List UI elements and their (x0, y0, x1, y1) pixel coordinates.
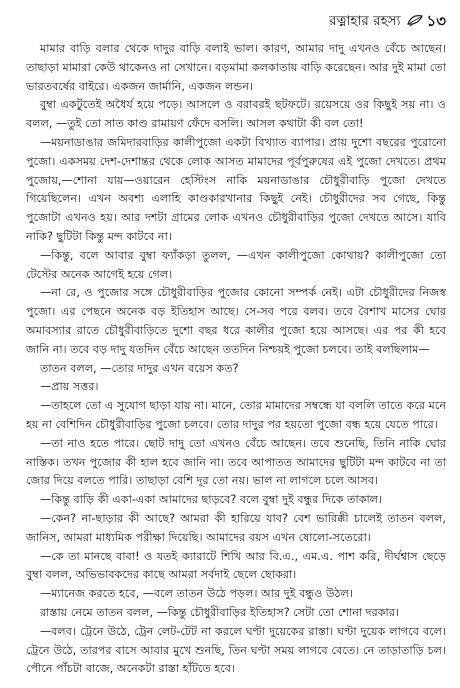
book-title: রত্নাহার রহস্য (329, 13, 401, 29)
paragraph-8: —তাহলে তো এ সুযোগ ছাড়া যায় না। মানে, তোর মামাদের সম্বন্ধে যা বললি তাতে করে মনে হয় না বেশিদিন চৌধুরীবাড়ির পুজো চলবে। তোর দাদুর পর হয়তো পুজো বন্ধ হয়ে যেতে পারে। (26, 399, 446, 431)
paragraph-7: —প্রায় সত্তর। (40, 380, 99, 394)
paragraph-4: —কিন্তু, বলে আবার বুম্বা ফ্যাঁকড়া তুলল, —এখন কালীপুজো কোথায়? কালীপুজো তো টেস্টের অনেক আগেই হয়ে গেল। (26, 248, 446, 281)
paragraph-13: —ম্যানেজ করতে হবে, —বলে তাতন উঠে পড়ল। আর দুই বন্ধুও উঠল। (40, 587, 353, 601)
paragraph-1: মামার বাড়ি বলার থেকে দাদুর বাড়ি বলাই ভাল। কারণ, আমার দাদু এখনও বেঁচে আছেন। তাছাড়া মামারা কেউ থাকেনও না সেখানে। বড়মামা কলকাতায় বাড়ি করেছেন। আর দুই মামা তো ভারতবর্ষের বাইরে। একজন জার্মানি, একজন লন্ডন। (26, 42, 446, 93)
paragraph-14: রাস্তায় নেমে তাতন বলল, —কিন্তু চৌধুরীবাড়ির ইতিহাস? সেটা তো শোনা দরকার। (40, 605, 399, 619)
page-number: ১৩ (426, 12, 446, 30)
paragraph-2: বুম্বা একটুতেই অধৈর্য হয়ে পড়ে। আসলে ও বরাবরই ছটফটে। রয়েসয়ে ওর কিছুই সয় না। ও বলল, —তুই তো সাত কাণ্ড রামায়ণ ফেঁদে বসলি। আসল কথাটা কী বল তো! (26, 98, 446, 131)
paragraph-12: —কে তা মানছে বাবা! ও যতই ক্যারাটে শিখি আর বি.এ., এম.এ. পাশ করি, দীর্ঘশ্বাস ছেড়ে বুম্বা বলল, অভিভাবকদের কাছে আমরা সর্বদাই ছেলে ছোকরা। (26, 549, 446, 582)
running-header (26, 8, 446, 34)
paragraph-6: তাতন বলল, —তোর দাদুর এখন বয়েস কত? (40, 361, 239, 375)
paragraph-9: —তা নাও হতে পারে। ছোট দাদু তো এখনও বেঁচে আছেন। তবে শুনেছি, তিনি নাকি ঘোর নাস্তিক। তখন পুজোর কী হাল হবে জানি না। তবে আপাতত আমাদের ছুটিটা মন্দ কাটবে না তা জোর দিয়ে বলতে পারি। তাছাড়া বেশি দূর তো নয়। ভাল না লাগলে চলে আসব। (26, 436, 446, 488)
paragraph-11: —কেন? না-ছাড়ার কী আছে? আমরা কী হারিয়ে যাব? বেশ ভারিক্কী চালেই তাতন বলল, জানিস, আমরা মাধ্যমিক পরীক্ষা দিয়েছি। আমাদের বয়স এখন ষোলো-সতেরো। (26, 511, 446, 544)
paragraph-3: —ময়নাডাঙার জমিদারবাড়ির কালীপুজো একটা বিখ্যাত ব্যাপার। প্রায় দুশো বছরের পুরোনো পুজো। একসময় দেশ-দেশান্তর থেকে লোক আসত মামাদের পূর্বপুরুষের এই পুজো দেখতে। প্রথম পুজোয়,—শোনা যায়—ওয়ারেন হেস্টিংস নাকি ময়নাডাঙার চৌধুরীবাড়ি পুজো দেখতে গিয়েছিলেন। এখন অবশ্য এলাহি কাণ্ডকারখানার কিছুই নেই। চৌধুরীদের সব গেছে, কিন্তু পুজোটা এখনও হয়। আর দশটা গ্রামের লোক এখনও চৌধুরীবাড়ির পুজো দেখতে আসে। যাবি নাকি? ছুটিটা কিন্তু মন্দ কাটবে না। (26, 135, 446, 243)
body-text (26, 40, 446, 679)
paragraph-15: —বলব। ট্রেনে উঠে, ট্রেন লেট-টেট না করলে ঘণ্টা দুয়েকের রাস্তা। ঘণ্টা দুয়েক লাগবে বলে। ট্রেনে উঠে, তারপর বাসে আবার মুখে শুনছি, তিন ঘণ্টা সময় লাগবে বেতে। নে তাড়াতাড়ি চল। পৌনে পাঁচটা বাজে, অনেকটা রাস্তা হাঁটতে হবে। (26, 624, 446, 676)
leaf-ornament-icon (407, 14, 423, 28)
paragraph-5: —না রে, ও পুজোর সঙ্গে চৌধুরীবাড়ির পুজোর কোনো সম্পর্ক নেই। এটা চৌধুরীদের নিজস্ব পুজো। এর পেছনে অনেক বড় ইতিহাস আছে। সে-সব পরে বলব। তবে বৈশাখ মাসের ঘোর অমাবস্যার রাতে চৌধুরীবাড়িতে দুশো বছর ধরে কালীর পুজো হয়ে আসছে। এর পর কী হবে জানি না। তবে বড় দাদু যতদিন বেঁচে আছেন ততদিন নিশ্চয়ই পুজো চলবে। তাই বলছিলাম— (26, 286, 446, 356)
paragraph-10: —কিন্তু বাড়ি কী একা-একা আমাদের ছাড়বে? বলে বুম্বা দুই বন্ধুর দিকে তাকাল। (40, 493, 383, 507)
